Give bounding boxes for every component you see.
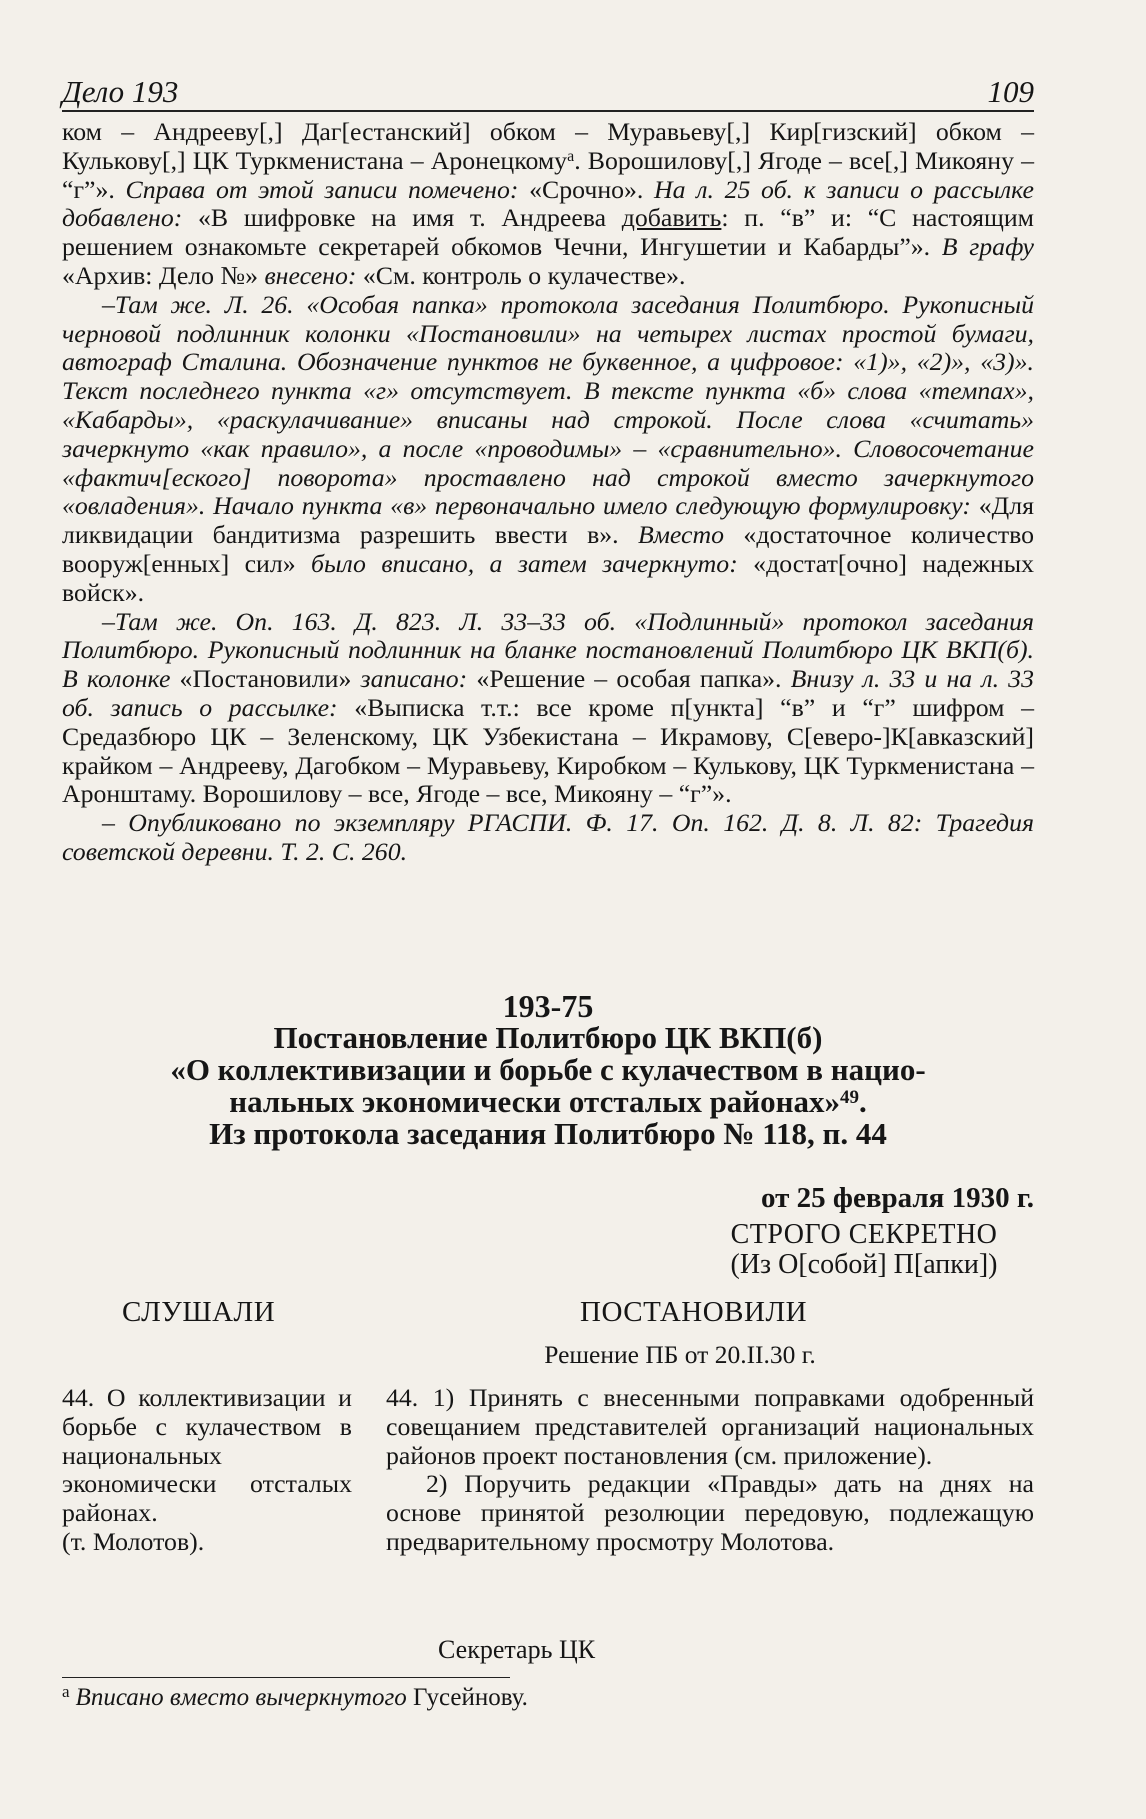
document-title: нальных экономически отсталых районах»$^{49}$.: [229, 1084, 867, 1119]
column-heading-decided: ПОСТАНОВИЛИ: [580, 1296, 808, 1328]
decision-item: 2) Поручить редакции «Правды» дать на днях на основе принятой резолюции передовую, подлежащую предварительному просмотру Молотова.: [386, 1469, 1034, 1556]
document-number: 193-75: [502, 988, 594, 1024]
case-number: Дело 193: [62, 74, 179, 109]
decided-column: [386, 1384, 1034, 1557]
document-title: Постановление Политбюро ЦК ВКП(б): [273, 1020, 823, 1055]
signature-line: Секретарь ЦК: [438, 1635, 596, 1664]
footnote-mark: 49: [840, 1087, 860, 1108]
document-title: «О коллективизации и борьбе с кулачеством в нацио-: [170, 1052, 926, 1087]
speaker: (т. Молотов).: [62, 1526, 205, 1556]
decision-reference: Решение ПБ от 20.II.30 г.: [544, 1340, 816, 1369]
note-paragraph: ком – Андрееву[,] Даг[естанский] обком – Муравьеву[,] Кир[гизский] обком – Кулькову[,] ЦК Туркменистана – Аронецкому$^а$. Ворошилову[,] Ягоде – все[,] Микояну – “г”». Справа от этой записи помечено: «Срочно». На л. 25 об. к записи о рассылке добавлено: «В шифровке на имя т. Андреева добавить: п. “в” и: “С настоящим решением ознакомьте секретарей обкомов Чечни, Ингушетии и Кабарды”». В графу «Архив: Дело №» внесено: «См. контроль о кулачестве».: [62, 117, 1035, 290]
footnote-mark: а: [62, 1682, 70, 1701]
page-number: 109: [987, 74, 1034, 109]
header-rule: [62, 110, 1034, 112]
column-heading-heard: СЛУШАЛИ: [122, 1296, 276, 1328]
note-paragraph: –Там же. Л. 26. «Особая папка» протокола заседания Политбюро. Рукописный черновой подлинник колонки «Постановили» на четырех листах простой бумаги, автограф Сталина. Обозначение пунктов не буквенное, а цифровое: «1)», «2)», «3)». Текст последнего пункта «г» отсутствует. В тексте пункта «б» слова «темпах», «Кабарды», «раскулачивание» вписаны над строкой. После слова «считать» зачеркнуто «как правило», а после «проводимы» – «сравнительно». Словосочетание «фактич[еского] поворота» проставлено над строкой вместо зачеркнутого «овладения». Начало пункта «в» первоначально имело следующую формулировку: «Для ликвидации бандитизма разрешить ввести в». Вместо «достаточное количество вооруж[енных] сил» было вписано, а затем зачеркнуто: «достат[очно] надежных войск».: [62, 289, 1035, 607]
document-title-block: [62, 990, 1034, 1150]
archival-notes: [62, 118, 1034, 867]
secrecy-stamp: СТРОГО СЕКРЕТНО (Из О[собой] П[апки]): [730, 1219, 998, 1280]
footnote-mark: а: [567, 147, 575, 165]
decision-item: 44. 1) Принять с внесенными поправками одобренный совещанием представителей организаций национальных районов проект постановления (см. приложение).: [386, 1383, 1034, 1470]
agenda-item: 44. О коллективизации и борьбе с кулачеством в национальных экономически отсталых районах.: [62, 1383, 352, 1528]
document-date: от 25 февраля 1930 г.: [761, 1182, 1034, 1214]
note-paragraph: –Там же. Оп. 163. Д. 823. Л. 33–33 об. «Подлинный» протокол заседания Политбюро. Рукописный подлинник на бланке постановлений Политбюро ЦК ВКП(б). В колонке «Постановили» записано: «Решение – особая папка». Внизу л. 33 и на л. 33 об. запись о рассылке: «Выписка т.т.: все кроме п[ункта] “в” и “г” шифром – Средазбюро ЦК – Зеленскому, ЦК Узбекистана – Икрамову, С[еверо-]К[авказский] крайком – Андрееву, Дагобком – Муравьеву, Киробком – Кулькову, ЦК Туркменистана – Аронштаму. Ворошилову – все, Ягоде – все, Микояну – “г”».: [62, 606, 1035, 809]
footnote-rule: [62, 1677, 510, 1678]
footnote: $^а$ Вписано вместо вычеркнутого Гусейнову.: [62, 1682, 528, 1711]
protocol-reference: Из протокола заседания Политбюро № 118, п. 44: [209, 1116, 887, 1151]
publication-note: – Опубликовано по экземпляру РГАСПИ. Ф. 17. Оп. 162. Д. 8. Л. 82: Трагедия советской деревни. Т. 2. С. 260.: [62, 808, 1034, 866]
heard-column: [62, 1384, 352, 1557]
page-header: [62, 72, 1034, 112]
